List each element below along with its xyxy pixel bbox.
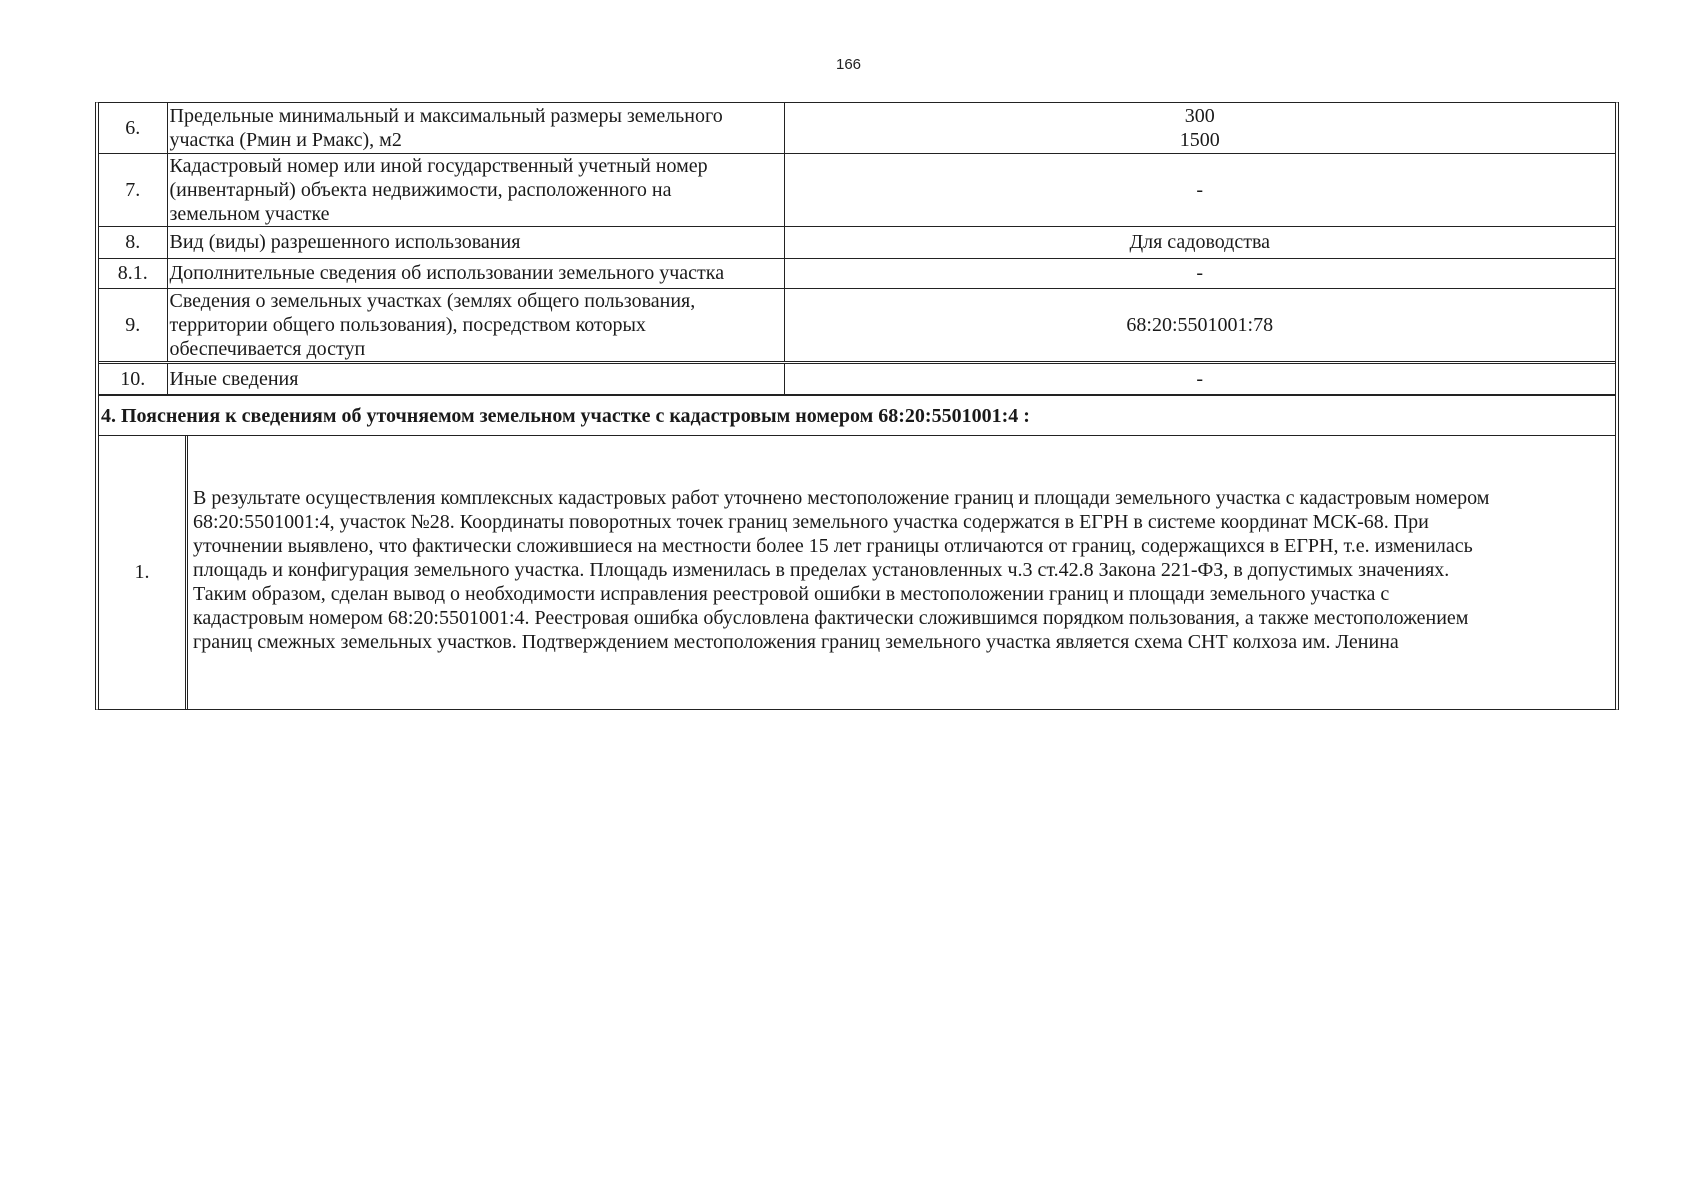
explanation-line: уточнении выявлено, что фактически сложившиеся на местности более 15 лет границы отличаются от границ, содержащихся в ЕГРН, т.е. изменилась bbox=[193, 534, 1473, 557]
row-value bbox=[784, 258, 1615, 288]
row-label-line: земельном участке bbox=[169, 202, 330, 225]
row-value bbox=[784, 362, 1615, 394]
explanation-item-number: 1. bbox=[99, 436, 188, 709]
section-4-explanation bbox=[99, 436, 1615, 709]
row-value-line: 1500 bbox=[1179, 128, 1220, 151]
row-value-line: - bbox=[1196, 367, 1204, 390]
row-value-line: - bbox=[1196, 178, 1204, 201]
row-value bbox=[784, 288, 1615, 362]
row-number: 8. bbox=[99, 226, 167, 258]
table-row bbox=[99, 258, 1615, 288]
row-value-line: 300 bbox=[1184, 104, 1215, 127]
explanation-line: кадастровым номером 68:20:5501001:4. Реестровая ошибка обусловлена фактически сложившимся порядком пользования, а также местоположением bbox=[193, 606, 1469, 629]
row-label bbox=[167, 226, 784, 258]
row-value bbox=[784, 153, 1615, 226]
table-row bbox=[99, 153, 1615, 226]
row-value-line: - bbox=[1196, 262, 1204, 284]
table-row bbox=[99, 288, 1615, 362]
row-label bbox=[167, 288, 784, 362]
explanation-line: В результате осуществления комплексных кадастровых работ уточнено местоположение границ и площади земельного участка с кадастровым номером bbox=[193, 486, 1490, 509]
row-label-line: Сведения о земельных участках (землях общего пользования, bbox=[169, 289, 696, 312]
section-4-heading: 4. Пояснения к сведениям об уточняемом земельном участке с кадастровым номером 68:20:5501001:4 : bbox=[99, 395, 1615, 436]
table-row bbox=[99, 362, 1615, 394]
explanation-line: границ смежных земельных участков. Подтверждением местоположения границ земельного участка является схема СНТ колхоза им. Ленина bbox=[193, 630, 1399, 653]
explanation-line: Таким образом, сделан вывод о необходимости исправления реестровой ошибки в местоположении границ и площади земельного участка с bbox=[193, 582, 1390, 605]
row-label bbox=[167, 362, 784, 394]
row-label-line: Предельные минимальный и максимальный размеры земельного bbox=[169, 104, 723, 127]
row-value-line: Для садоводства bbox=[1129, 231, 1271, 253]
row-value bbox=[784, 226, 1615, 258]
row-label-line: (инвентарный) объекта недвижимости, расположенного на bbox=[169, 178, 672, 201]
document-sheet bbox=[95, 102, 1619, 710]
row-label-line: Кадастровый номер или иной государственный учетный номер bbox=[169, 154, 708, 177]
row-label-line: Иные сведения bbox=[169, 367, 299, 390]
row-label bbox=[167, 153, 784, 226]
row-number: 10. bbox=[99, 362, 167, 394]
row-label-line: участка (Рмин и Рмакс), м2 bbox=[169, 128, 402, 151]
row-label-line: Дополнительные сведения об использовании земельного участка bbox=[169, 262, 725, 284]
table-row bbox=[99, 103, 1615, 153]
properties-table bbox=[99, 103, 1615, 395]
explanation-line: 68:20:5501001:4, участок №28. Координаты поворотных точек границ земельного участка содержатся в ЕГРН в системе координат МСК-68. При bbox=[193, 510, 1429, 533]
row-value-line: 68:20:5501001:78 bbox=[1126, 313, 1274, 336]
page-number: 166 bbox=[835, 56, 862, 73]
table-row bbox=[99, 226, 1615, 258]
row-label-line: Вид (виды) разрешенного использования bbox=[169, 231, 521, 253]
row-value bbox=[784, 103, 1615, 153]
row-label-line: территории общего пользования), посредством которых bbox=[169, 313, 646, 336]
row-number: 7. bbox=[99, 153, 167, 226]
row-label-line: обеспечивается доступ bbox=[169, 337, 366, 360]
row-number: 6. bbox=[99, 103, 167, 153]
row-label bbox=[167, 258, 784, 288]
row-number: 9. bbox=[99, 288, 167, 362]
explanation-line: площадь и конфигурация земельного участка. Площадь изменилась в пределах установленных ч.3 ст.42.8 Закона 221-ФЗ, в допустимых значениях. bbox=[193, 558, 1450, 581]
row-number: 8.1. bbox=[99, 258, 167, 288]
explanation-text bbox=[188, 436, 1615, 709]
row-label bbox=[167, 103, 784, 153]
